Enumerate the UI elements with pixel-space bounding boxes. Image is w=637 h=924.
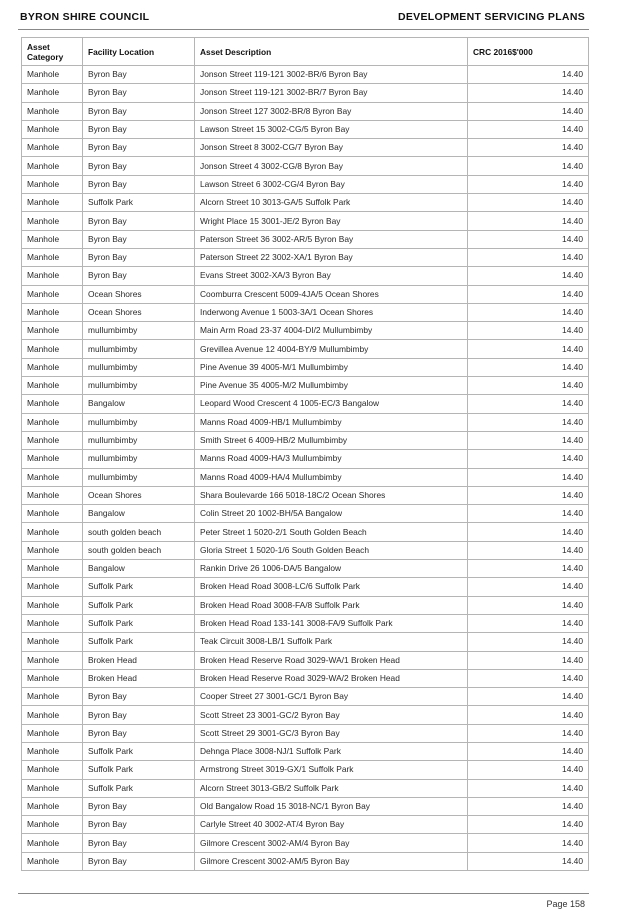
cell-asset-description: Gilmore Crescent 3002-AM/5 Byron Bay: [195, 852, 468, 870]
table-row: [22, 248, 589, 266]
cell-asset-category: Manhole: [22, 358, 83, 376]
cell-facility-location: Byron Bay: [83, 120, 195, 138]
cell-asset-category: Manhole: [22, 322, 83, 340]
cell-facility-location: Byron Bay: [83, 797, 195, 815]
cell-asset-category: Manhole: [22, 852, 83, 870]
cell-crc: 14.40: [468, 468, 589, 486]
cell-asset-category: Manhole: [22, 688, 83, 706]
table-row: [22, 468, 589, 486]
cell-asset-description: Dehnga Place 3008-NJ/1 Suffolk Park: [195, 742, 468, 760]
table-row: [22, 285, 589, 303]
cell-asset-category: Manhole: [22, 816, 83, 834]
table-row: [22, 322, 589, 340]
table-row: [22, 761, 589, 779]
cell-crc: 14.40: [468, 377, 589, 395]
cell-asset-category: Manhole: [22, 706, 83, 724]
table-row: [22, 230, 589, 248]
cell-asset-category: Manhole: [22, 248, 83, 266]
table-row: [22, 395, 589, 413]
cell-asset-description: Cooper Street 27 3001-GC/1 Byron Bay: [195, 688, 468, 706]
cell-asset-description: Jonson Street 4 3002-CG/8 Byron Bay: [195, 157, 468, 175]
footer-divider: [18, 893, 589, 894]
table-row: [22, 742, 589, 760]
cell-crc: 14.40: [468, 523, 589, 541]
cell-asset-category: Manhole: [22, 395, 83, 413]
cell-facility-location: Suffolk Park: [83, 633, 195, 651]
table-header-row: [22, 38, 589, 66]
cell-asset-description: Jonson Street 119-121 3002-BR/7 Byron Bay: [195, 84, 468, 102]
cell-facility-location: mullumbimby: [83, 431, 195, 449]
cell-crc: 14.40: [468, 505, 589, 523]
cell-asset-category: Manhole: [22, 139, 83, 157]
cell-asset-category: Manhole: [22, 230, 83, 248]
cell-asset-category: Manhole: [22, 120, 83, 138]
header-divider: [18, 29, 589, 30]
cell-asset-description: Broken Head Reserve Road 3029-WA/1 Broken Head: [195, 651, 468, 669]
table-row: [22, 194, 589, 212]
cell-facility-location: Byron Bay: [83, 248, 195, 266]
cell-crc: 14.40: [468, 303, 589, 321]
cell-crc: 14.40: [468, 395, 589, 413]
cell-asset-description: Smith Street 6 4009-HB/2 Mullumbimby: [195, 431, 468, 449]
cell-crc: 14.40: [468, 486, 589, 504]
cell-crc: 14.40: [468, 413, 589, 431]
table-row: [22, 413, 589, 431]
cell-asset-description: Broken Head Road 3008-FA/8 Suffolk Park: [195, 596, 468, 614]
cell-asset-category: Manhole: [22, 797, 83, 815]
cell-facility-location: mullumbimby: [83, 450, 195, 468]
cell-asset-description: Pine Avenue 35 4005-M/2 Mullumbimby: [195, 377, 468, 395]
page-header: [20, 8, 585, 26]
cell-asset-description: Jonson Street 119-121 3002-BR/6 Byron Bay: [195, 66, 468, 84]
cell-crc: 14.40: [468, 431, 589, 449]
cell-crc: 14.40: [468, 578, 589, 596]
cell-crc: 14.40: [468, 596, 589, 614]
cell-asset-category: Manhole: [22, 194, 83, 212]
cell-asset-description: Wright Place 15 3001-JE/2 Byron Bay: [195, 212, 468, 230]
cell-asset-description: Jonson Street 8 3002-CG/7 Byron Bay: [195, 139, 468, 157]
cell-facility-location: Byron Bay: [83, 230, 195, 248]
table-row: [22, 541, 589, 559]
cell-crc: 14.40: [468, 797, 589, 815]
cell-asset-description: Leopard Wood Crescent 4 1005-EC/3 Bangalow: [195, 395, 468, 413]
cell-crc: 14.40: [468, 102, 589, 120]
table-row: [22, 633, 589, 651]
cell-facility-location: mullumbimby: [83, 377, 195, 395]
table-row: [22, 175, 589, 193]
asset-table: [21, 37, 589, 871]
cell-crc: 14.40: [468, 212, 589, 230]
cell-asset-description: Rankin Drive 26 1006-DA/5 Bangalow: [195, 560, 468, 578]
cell-crc: 14.40: [468, 669, 589, 687]
cell-crc: 14.40: [468, 84, 589, 102]
cell-facility-location: Bangalow: [83, 395, 195, 413]
cell-asset-description: Broken Head Reserve Road 3029-WA/2 Broken Head: [195, 669, 468, 687]
cell-crc: 14.40: [468, 175, 589, 193]
cell-asset-category: Manhole: [22, 761, 83, 779]
cell-asset-category: Manhole: [22, 450, 83, 468]
cell-crc: 14.40: [468, 761, 589, 779]
cell-facility-location: Ocean Shores: [83, 303, 195, 321]
cell-asset-description: Coomburra Crescent 5009-4JA/5 Ocean Shores: [195, 285, 468, 303]
cell-facility-location: Byron Bay: [83, 84, 195, 102]
table-row: [22, 66, 589, 84]
cell-facility-location: Ocean Shores: [83, 486, 195, 504]
cell-facility-location: Byron Bay: [83, 66, 195, 84]
table-row: [22, 706, 589, 724]
table-row: [22, 358, 589, 376]
cell-asset-description: Alcorn Street 3013-GB/2 Suffolk Park: [195, 779, 468, 797]
cell-asset-category: Manhole: [22, 541, 83, 559]
table-row: [22, 267, 589, 285]
cell-asset-category: Manhole: [22, 560, 83, 578]
table-row: [22, 377, 589, 395]
cell-crc: 14.40: [468, 633, 589, 651]
table-row: [22, 212, 589, 230]
cell-asset-category: Manhole: [22, 596, 83, 614]
cell-facility-location: Byron Bay: [83, 834, 195, 852]
cell-crc: 14.40: [468, 358, 589, 376]
cell-facility-location: Suffolk Park: [83, 742, 195, 760]
cell-asset-description: Paterson Street 22 3002-XA/1 Byron Bay: [195, 248, 468, 266]
table-row: [22, 669, 589, 687]
cell-asset-description: Gloria Street 1 5020-1/6 South Golden Beach: [195, 541, 468, 559]
table-row: [22, 852, 589, 870]
cell-asset-description: Main Arm Road 23-37 4004-DI/2 Mullumbimby: [195, 322, 468, 340]
cell-asset-category: Manhole: [22, 175, 83, 193]
cell-asset-category: Manhole: [22, 102, 83, 120]
column-header-facility-location: Facility Location: [83, 38, 195, 66]
cell-asset-description: Pine Avenue 39 4005-M/1 Mullumbimby: [195, 358, 468, 376]
cell-asset-description: Broken Head Road 133-141 3008-FA/9 Suffolk Park: [195, 614, 468, 632]
cell-facility-location: Byron Bay: [83, 706, 195, 724]
column-header-asset-category: Asset Category: [22, 38, 83, 66]
table-row: [22, 560, 589, 578]
table-row: [22, 596, 589, 614]
table-row: [22, 102, 589, 120]
table-row: [22, 816, 589, 834]
table-row: [22, 84, 589, 102]
cell-crc: 14.40: [468, 120, 589, 138]
cell-facility-location: Suffolk Park: [83, 761, 195, 779]
cell-facility-location: Byron Bay: [83, 267, 195, 285]
cell-facility-location: Suffolk Park: [83, 194, 195, 212]
cell-asset-description: Armstrong Street 3019-GX/1 Suffolk Park: [195, 761, 468, 779]
cell-asset-description: Lawson Street 15 3002-CG/5 Byron Bay: [195, 120, 468, 138]
cell-facility-location: Byron Bay: [83, 102, 195, 120]
table-row: [22, 779, 589, 797]
cell-asset-description: Old Bangalow Road 15 3018-NC/1 Byron Bay: [195, 797, 468, 815]
cell-asset-category: Manhole: [22, 468, 83, 486]
cell-facility-location: south golden beach: [83, 541, 195, 559]
cell-asset-category: Manhole: [22, 779, 83, 797]
cell-asset-category: Manhole: [22, 633, 83, 651]
cell-asset-category: Manhole: [22, 285, 83, 303]
cell-facility-location: Broken Head: [83, 651, 195, 669]
cell-facility-location: Suffolk Park: [83, 578, 195, 596]
table-row: [22, 340, 589, 358]
cell-asset-category: Manhole: [22, 742, 83, 760]
cell-crc: 14.40: [468, 816, 589, 834]
cell-facility-location: mullumbimby: [83, 468, 195, 486]
cell-crc: 14.40: [468, 139, 589, 157]
table-row: [22, 724, 589, 742]
cell-crc: 14.40: [468, 230, 589, 248]
cell-asset-category: Manhole: [22, 578, 83, 596]
council-name: BYRON SHIRE COUNCIL: [20, 11, 150, 23]
cell-facility-location: mullumbimby: [83, 358, 195, 376]
cell-facility-location: Byron Bay: [83, 175, 195, 193]
cell-asset-description: Jonson Street 127 3002-BR/8 Byron Bay: [195, 102, 468, 120]
cell-asset-category: Manhole: [22, 724, 83, 742]
cell-asset-category: Manhole: [22, 523, 83, 541]
cell-asset-description: Manns Road 4009-HB/1 Mullumbimby: [195, 413, 468, 431]
table-row: [22, 139, 589, 157]
cell-facility-location: Bangalow: [83, 505, 195, 523]
cell-crc: 14.40: [468, 450, 589, 468]
cell-asset-description: Manns Road 4009-HA/4 Mullumbimby: [195, 468, 468, 486]
cell-asset-category: Manhole: [22, 377, 83, 395]
cell-asset-description: Scott Street 29 3001-GC/3 Byron Bay: [195, 724, 468, 742]
table-body: [22, 66, 589, 871]
cell-facility-location: Byron Bay: [83, 852, 195, 870]
cell-asset-category: Manhole: [22, 614, 83, 632]
cell-crc: 14.40: [468, 340, 589, 358]
column-header-crc: CRC 2016$'000: [468, 38, 589, 66]
cell-asset-description: Teak Circuit 3008-LB/1 Suffolk Park: [195, 633, 468, 651]
cell-crc: 14.40: [468, 852, 589, 870]
cell-asset-description: Manns Road 4009-HA/3 Mullumbimby: [195, 450, 468, 468]
cell-asset-category: Manhole: [22, 834, 83, 852]
table-row: [22, 431, 589, 449]
cell-asset-category: Manhole: [22, 267, 83, 285]
cell-crc: 14.40: [468, 157, 589, 175]
cell-crc: 14.40: [468, 248, 589, 266]
table-row: [22, 614, 589, 632]
cell-asset-description: Lawson Street 6 3002-CG/4 Byron Bay: [195, 175, 468, 193]
cell-asset-category: Manhole: [22, 431, 83, 449]
cell-facility-location: Byron Bay: [83, 139, 195, 157]
cell-crc: 14.40: [468, 706, 589, 724]
cell-asset-category: Manhole: [22, 66, 83, 84]
cell-facility-location: south golden beach: [83, 523, 195, 541]
cell-facility-location: mullumbimby: [83, 322, 195, 340]
cell-asset-description: Paterson Street 36 3002-AR/5 Byron Bay: [195, 230, 468, 248]
cell-asset-category: Manhole: [22, 413, 83, 431]
table-row: [22, 450, 589, 468]
cell-facility-location: Byron Bay: [83, 816, 195, 834]
cell-asset-description: Evans Street 3002-XA/3 Byron Bay: [195, 267, 468, 285]
cell-crc: 14.40: [468, 614, 589, 632]
cell-facility-location: mullumbimby: [83, 413, 195, 431]
cell-crc: 14.40: [468, 322, 589, 340]
cell-facility-location: Bangalow: [83, 560, 195, 578]
cell-asset-description: Scott Street 23 3001-GC/2 Byron Bay: [195, 706, 468, 724]
cell-asset-category: Manhole: [22, 669, 83, 687]
cell-asset-category: Manhole: [22, 303, 83, 321]
cell-facility-location: Byron Bay: [83, 688, 195, 706]
cell-asset-category: Manhole: [22, 651, 83, 669]
cell-asset-description: Colin Street 20 1002-BH/5A Bangalow: [195, 505, 468, 523]
column-header-asset-description: Asset Description: [195, 38, 468, 66]
cell-asset-description: Carlyle Street 40 3002-AT/4 Byron Bay: [195, 816, 468, 834]
table-row: [22, 303, 589, 321]
table-row: [22, 797, 589, 815]
cell-facility-location: Suffolk Park: [83, 779, 195, 797]
cell-asset-category: Manhole: [22, 486, 83, 504]
cell-facility-location: Broken Head: [83, 669, 195, 687]
table-row: [22, 486, 589, 504]
cell-crc: 14.40: [468, 560, 589, 578]
cell-asset-category: Manhole: [22, 84, 83, 102]
table-row: [22, 651, 589, 669]
cell-facility-location: mullumbimby: [83, 340, 195, 358]
cell-crc: 14.40: [468, 724, 589, 742]
cell-facility-location: Ocean Shores: [83, 285, 195, 303]
table-row: [22, 578, 589, 596]
cell-crc: 14.40: [468, 742, 589, 760]
table-row: [22, 523, 589, 541]
table-row: [22, 120, 589, 138]
cell-crc: 14.40: [468, 688, 589, 706]
cell-crc: 14.40: [468, 194, 589, 212]
cell-crc: 14.40: [468, 285, 589, 303]
cell-asset-description: Peter Street 1 5020-2/1 South Golden Beach: [195, 523, 468, 541]
cell-asset-description: Shara Boulevarde 166 5018-18C/2 Ocean Shores: [195, 486, 468, 504]
page-number: Page 158: [546, 899, 585, 909]
cell-asset-description: Broken Head Road 3008-LC/6 Suffolk Park: [195, 578, 468, 596]
table-row: [22, 505, 589, 523]
cell-asset-description: Grevillea Avenue 12 4004-BY/9 Mullumbimby: [195, 340, 468, 358]
table-row: [22, 688, 589, 706]
cell-asset-category: Manhole: [22, 505, 83, 523]
cell-asset-category: Manhole: [22, 157, 83, 175]
document-title: DEVELOPMENT SERVICING PLANS: [397, 11, 585, 23]
cell-crc: 14.40: [468, 651, 589, 669]
cell-asset-description: Alcorn Street 10 3013-GA/5 Suffolk Park: [195, 194, 468, 212]
cell-crc: 14.40: [468, 779, 589, 797]
table-row: [22, 834, 589, 852]
cell-crc: 14.40: [468, 267, 589, 285]
cell-asset-category: Manhole: [22, 340, 83, 358]
table-row: [22, 157, 589, 175]
cell-facility-location: Byron Bay: [83, 724, 195, 742]
cell-facility-location: Suffolk Park: [83, 614, 195, 632]
cell-asset-description: Gilmore Crescent 3002-AM/4 Byron Bay: [195, 834, 468, 852]
cell-facility-location: Suffolk Park: [83, 596, 195, 614]
cell-crc: 14.40: [468, 834, 589, 852]
cell-asset-category: Manhole: [22, 212, 83, 230]
cell-facility-location: Byron Bay: [83, 212, 195, 230]
cell-facility-location: Byron Bay: [83, 157, 195, 175]
cell-crc: 14.40: [468, 541, 589, 559]
cell-crc: 14.40: [468, 66, 589, 84]
cell-asset-description: Inderwong Avenue 1 5003-3A/1 Ocean Shores: [195, 303, 468, 321]
